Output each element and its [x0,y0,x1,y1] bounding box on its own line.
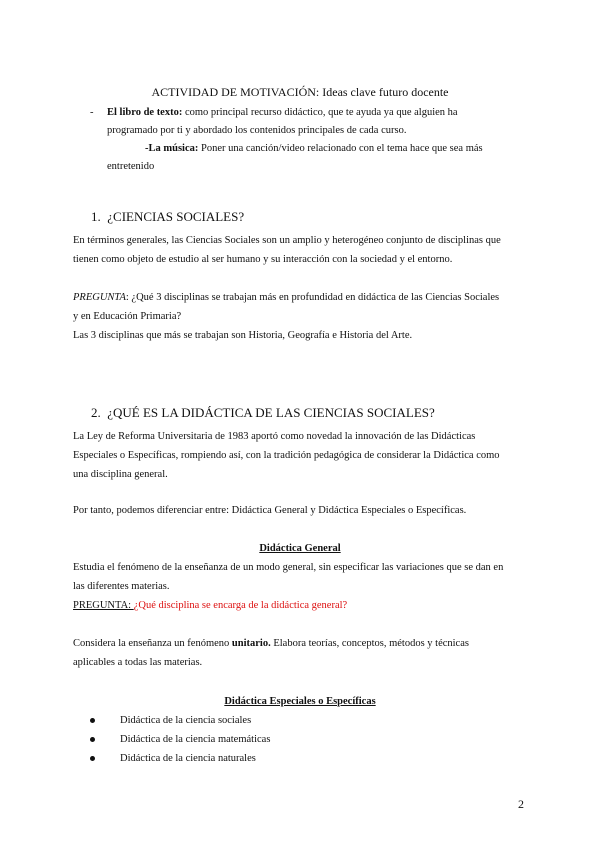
book-label: El libro de texto: [107,107,183,118]
section2-heading [91,405,435,421]
special-list-item [90,730,550,749]
unit-line1 [73,634,533,653]
page-number: 2 [518,797,524,811]
special-item-label: Didáctica de la ciencia sociales [120,715,252,726]
special-item-label: Didáctica de la ciencia matemáticas [120,734,271,745]
page-title [0,85,600,100]
music-text-1: Poner una canción/video relacionado con el tema hace que sea más [198,143,483,154]
section2-para2: Por tanto, podemos diferenciar entre: Didáctica General y Didáctica Especiales o Específicas. [73,505,467,516]
general-line1: Estudia el fenómeno de la enseñanza de un modo general, sin especificar las variaciones que se dan en [73,562,504,573]
title-prefix: ACTIVIDAD DE MOTIVACIÓN [151,85,316,99]
section1-para1-line1: En términos generales, las Ciencias Sociales son un amplio y heterogéneo conjunto de disciplinas que [73,235,501,246]
bullet-icon [90,756,95,761]
title-suffix: : Ideas clave futuro docente [315,85,449,99]
question-label: PREGUNTA [73,292,126,303]
intro-book-line-1 [107,103,547,122]
section2-title: ¿QUÉ ES LA DIDÁCTICA DE LAS CIENCIAS SOCIALES? [107,405,435,420]
section1-para1-line2: tienen como objeto de estudio al ser humano y su interacción con la sociedad y el entorno. [73,254,453,265]
general-line2: las diferentes materias. [73,581,170,592]
question-text-1: : ¿Qué 3 disciplinas se trabajan más en profundidad en didáctica de las Ciencias Sociales [125,292,500,303]
section1-number: 1. [91,209,101,224]
section2-para1-line3: una disciplina general. [73,469,168,480]
special-item-label: Didáctica de la ciencia naturales [120,753,256,764]
bullet-icon [90,718,95,723]
unit-line2: aplicables a todas las materias. [73,657,203,668]
section1-question-line2: y en Educación Primaria? [73,311,182,322]
intro-music-line-2: entretenido [107,161,155,172]
section2-number: 2. [91,405,101,420]
unit-text-1: Considera la enseñanza un fenómeno [73,638,232,649]
section1-answer: Las 3 disciplinas que más se trabajan son Historia, Geografía e Historia del Arte. [73,330,413,341]
unit-text-2: Elabora teorías, conceptos, métodos y técnicas [270,638,469,649]
special-list-item [90,711,550,730]
general-question-text: ¿Qué disciplina se encarga de la didáctica general? [133,600,348,611]
special-list-item [90,749,550,768]
bullet-icon [90,737,95,742]
section2-para1-line2: Especiales o Específicas, rompiendo así, con la tradición pedagógica de considerar la Didáctica como [73,450,500,461]
general-question-label: PREGUNTA: [73,600,134,611]
section1-question-line1 [73,288,533,307]
section1-title: ¿CIENCIAS SOCIALES? [107,209,245,224]
section2-para1-line1: La Ley de Reforma Universitaria de 1983 aportó como novedad la innovación de las Didácticas [73,431,476,442]
intro-bullet-marker: - [90,107,94,118]
general-question [73,596,533,615]
intro-book-line-2: programado por ti y abordado los contenidos principales de cada curso. [107,125,407,136]
section1-heading [91,209,244,225]
intro-music-line-1 [145,139,565,158]
special-heading: Didáctica Especiales o Específicas [224,696,376,707]
music-label: -La música: [145,143,199,154]
general-heading: Didáctica General [259,543,341,554]
book-text-1: como principal recurso didáctico, que te ayuda ya que alguien ha [182,107,458,118]
unit-bold: unitario. [231,638,271,649]
